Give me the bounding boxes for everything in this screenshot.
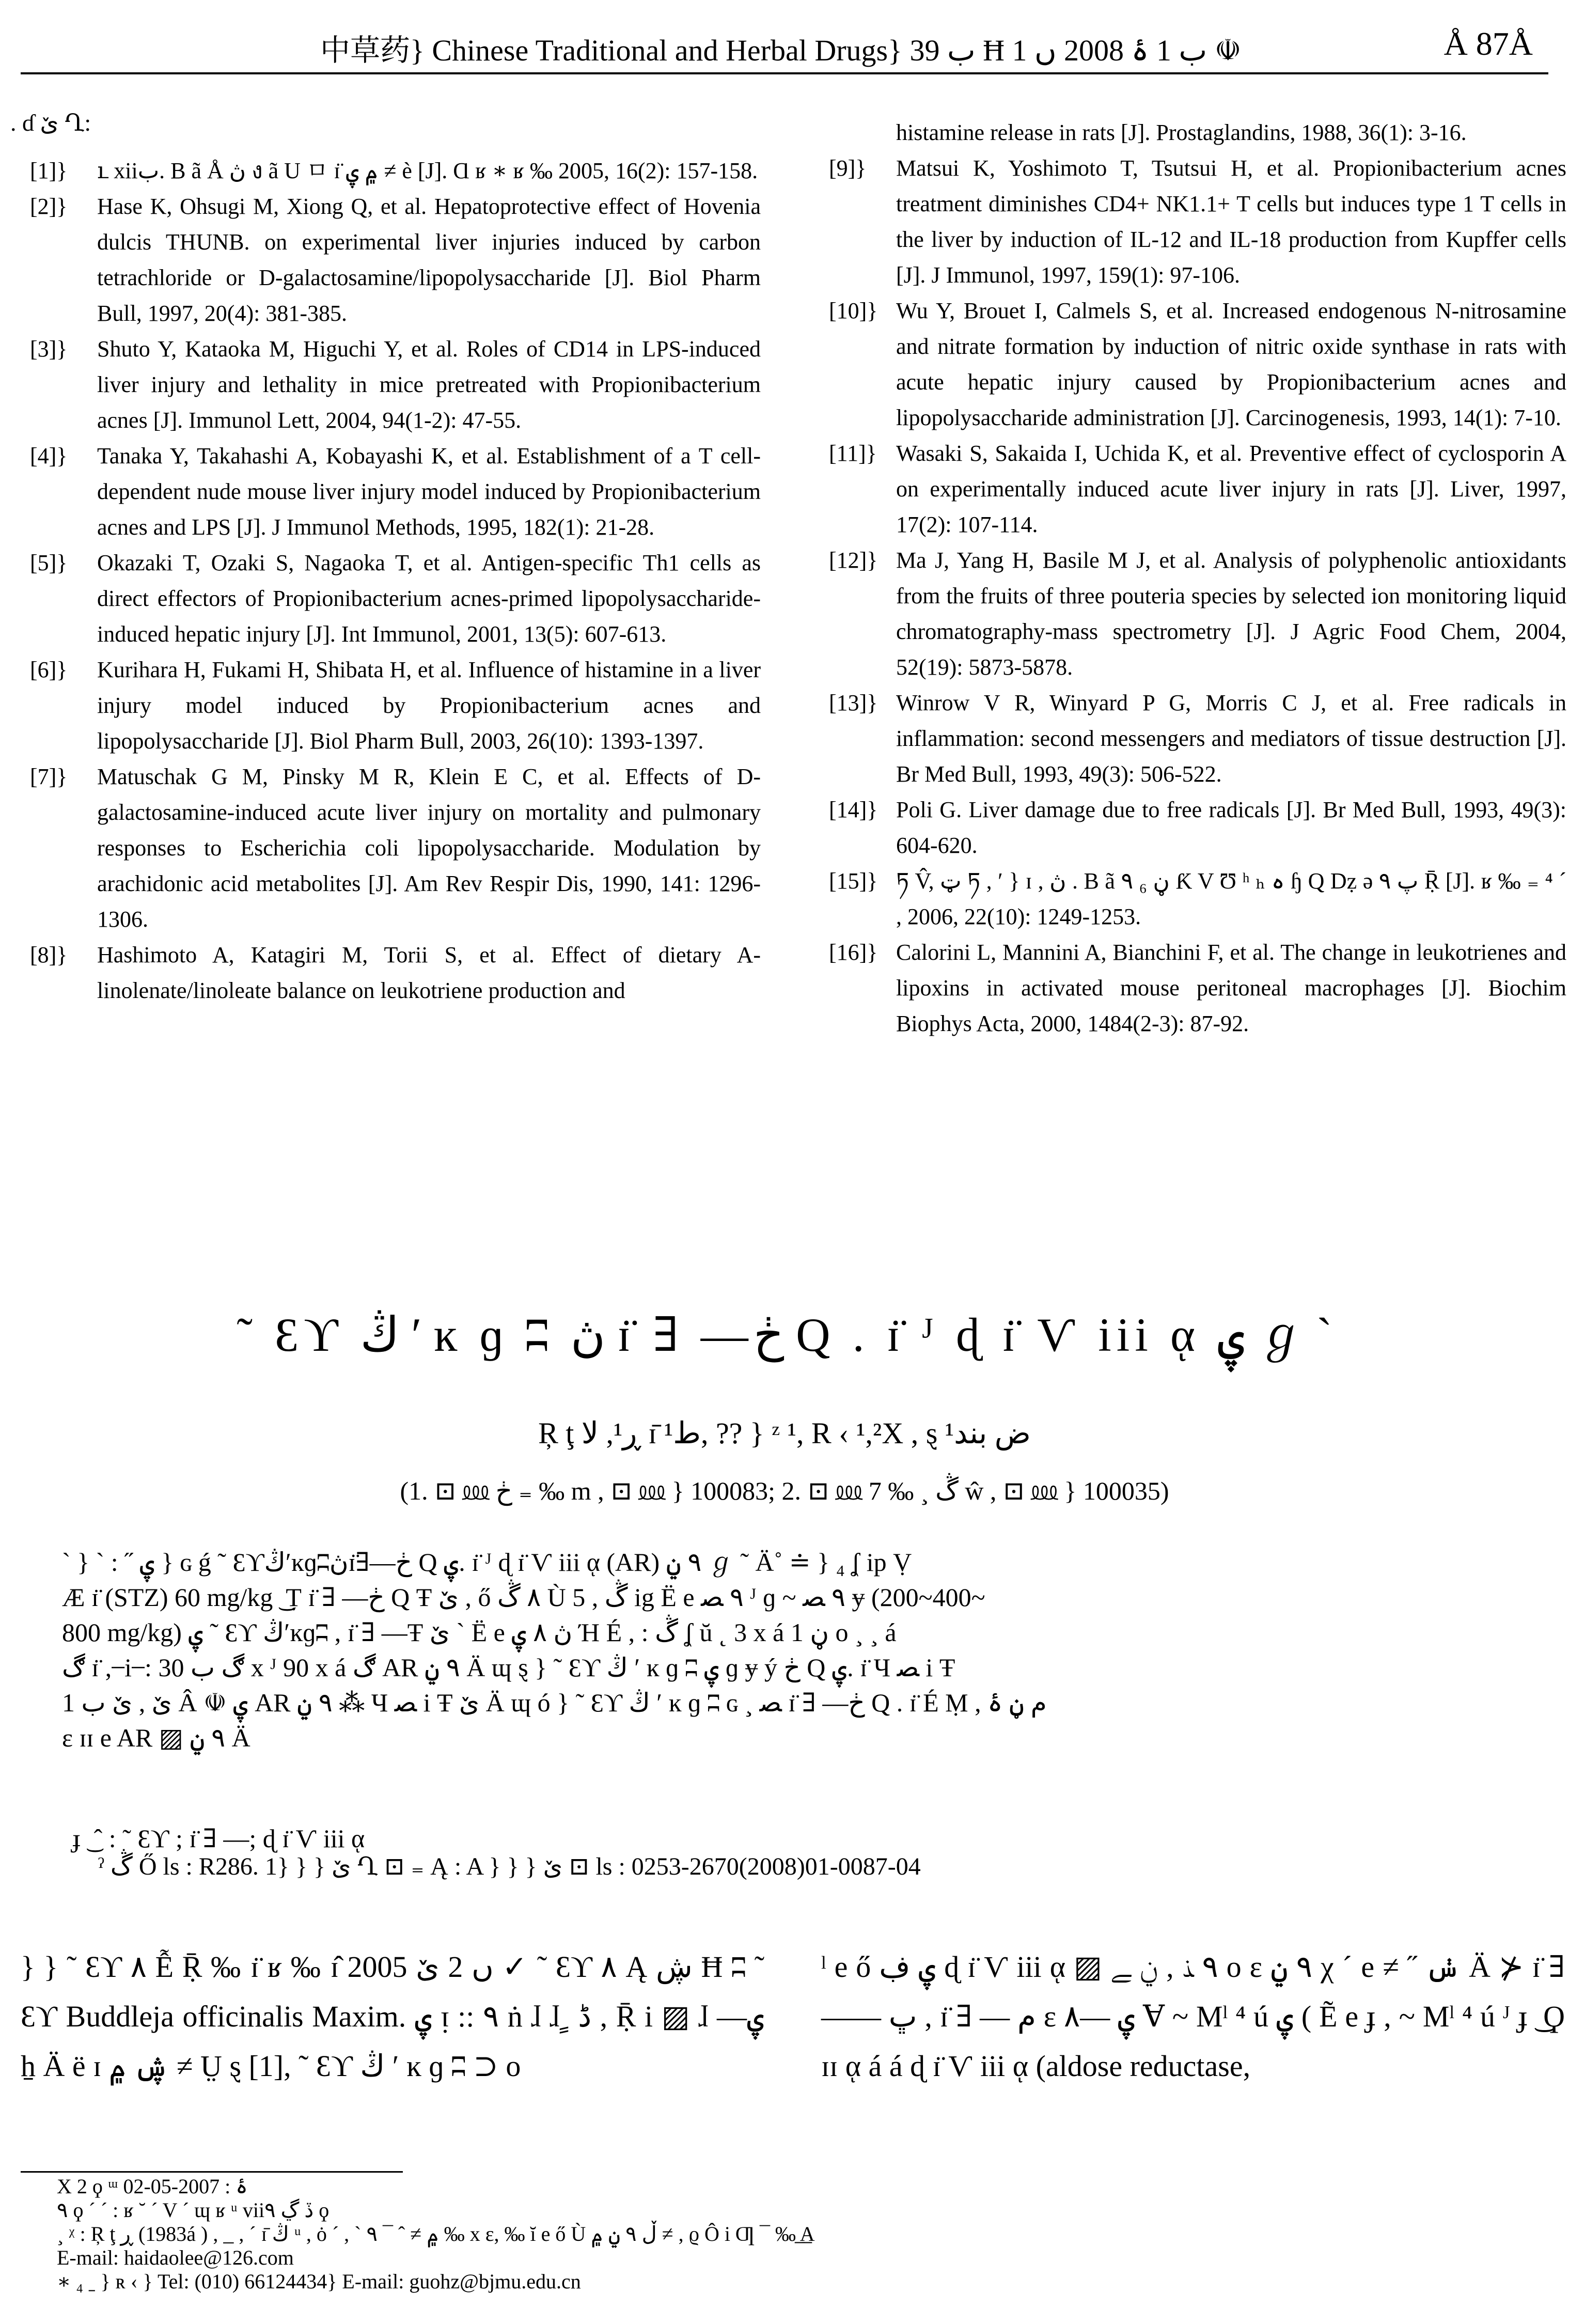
reference-number: [11]} bbox=[829, 441, 877, 466]
abstract-line: 800 mg/kg) ۑ ˜ Ɛϒ ڭʹĸɡʭ , ɪ̈ ∃ —Ŧ ێ ˋ Ë e ڽ ٨ ۑ Ή É , : ڴ ʆ ŭ ˛ 3 x á 1 ڼ o ¸ ¸ á bbox=[62, 1618, 897, 1647]
references-right-column bbox=[829, 115, 1566, 1041]
reference-item bbox=[30, 937, 761, 1008]
reference-item bbox=[829, 435, 1566, 542]
reference-text: Okazaki T, Ozaki S, Nagaoka T, et al. Antigen-specific Th1 cells as direct effectors of Propionibacterium acnes-primed lipopolysaccharide-induced hepatic injury [J]. Int Immunol, 2001, 13(5): 607-613. bbox=[97, 550, 761, 647]
reference-number: [7]} bbox=[30, 764, 68, 789]
reference-item bbox=[30, 652, 761, 759]
reference-number: [16]} bbox=[829, 940, 878, 965]
reference-text: Wu Y, Brouet I, Calmels S, et al. Increased endogenous N-nitrosamine and nitrate formation by induction of nitric oxide synthase in rats with acute hepatic injury caused by Propionibacterium acnes and lipopolysaccharide administration [J]. Carcinogenesis, 1993, 14(1): 7-10. bbox=[896, 298, 1566, 430]
footnote-line: ٩ ϙ ˊ ˊ : ʁ ˘ ˊ V ˊ ɰ ʁ ᵘ viiڏ ڲ ٩ ϙ bbox=[57, 2198, 330, 2222]
reference-item bbox=[30, 331, 761, 438]
reference-number: [6]} bbox=[30, 657, 68, 682]
reference-item bbox=[30, 438, 761, 545]
reference-number: [2]} bbox=[30, 194, 68, 219]
reference-text: Ma J, Yang H, Basile M J, et al. Analysis of polyphenolic antioxidants from the fruits of three pouteria species by selected ion monitoring liquid chromatography-mass spectrometry [J]. J Agric Food Chem, 2004, 52(19): 5873-5878. bbox=[896, 548, 1566, 680]
footnotes bbox=[57, 2175, 1529, 2294]
abstract-line: Æ ɪ̈ (STZ) 60 mg/kg ͜ Ṭ ɪ̈ ∃ —ڂ Q Ŧ ێ , ő ٨ ڴ Ù 5 , ڴ ig Ë e ٩ ﺼ ᴶ ɡ ~ ٩ ﺼ ɏ (200~400~ bbox=[62, 1583, 985, 1612]
affiliation: (1. ⊡ ⅏ ڂ ₌ ‰ m , ⊡ ⅏ } 100083; 2. ⊡ ⅏ 7 ‰ ¸ ڴ ŵ , ⊡ ⅏ } 100035) bbox=[400, 1476, 1169, 1505]
reference-text: Matsui K, Yoshimoto T, Tsutsui H, et al. Propionibacterium acnes treatment diminishes CD4+ NK1.1+ T cells but induces type 1 T cells in the liver by induction of IL-12 and IL-18 production from Kupffer cells [J]. J Immunol, 1997, 159(1): 97-106. bbox=[896, 155, 1566, 288]
reference-text: Kurihara H, Fukami H, Shibata H, et al. Influence of histamine in a liver injury model induced by Propionibacterium acnes and lipopolysaccharide [J]. Biol Pharm Bull, 2003, 26(10): 1393-1397. bbox=[97, 657, 761, 754]
references-left-column bbox=[30, 153, 761, 1008]
reference-number: [13]} bbox=[829, 690, 878, 715]
reference-text: ւ xiiب. Β ã Å ڽ ง ã U ㅁ ɪ̈ ۾ ۑ ≠ è [J]. Ɑ ʁ ∗ ʁ ‰ 2005, 16(2): 157-158. bbox=[97, 158, 758, 183]
footnote-line: E-mail: haidaolee@126.com bbox=[57, 2246, 294, 2269]
abstract bbox=[62, 1545, 1508, 1755]
classification-line: ˀ ڴ Ő ls : R286. 1} } } ێ Ղ ⊡ ₌ Ą : A } } } ێ ⊡ ls : 0253-2670(2008)01-0087-04 bbox=[98, 1853, 921, 1880]
reference-text: Calorini L, Mannini A, Bianchini F, et al. The change in leukotrienes and lipoxins in activated mouse peritoneal macrophages [J]. Biochim Biophys Acta, 2000, 1484(2-3): 87-92. bbox=[896, 940, 1566, 1036]
reference-text: Shuto Y, Kataoka M, Higuchi Y, et al. Roles of CD14 in LPS-induced liver injury and lethality in mice pretreated with Propionibacterium acnes [J]. Immunol Lett, 2004, 94(1-2): 47-55. bbox=[97, 336, 761, 433]
body-text-left: } } ˜ Ɛϒ ٨ Ễ Ṝ ‰ ɪ̈ ʁ ‰ ɪ̂ 2005 ں 2 ێ ✓ ˜ Ɛϒ ٨ Ą ڜ Ħ ʭ ˜ Ɛϒ Buddleja officinalis Maxim. ۑ ᴉ :: ٩ ṅ ɺ ɺ ٍ ڈ , Ṝ i ▨ ɺ —ۑ ẖ Ä ë ɪ ڜ ۾ ≠ Ṳ ȿ [1], ˜ Ɛϒ ڭ ʹ ĸ ɡ ʭ ⊃ o bbox=[21, 1950, 765, 2083]
author-list: Ŗ ţ ڕ¹, ﻻ ɪ̄ ﻁ¹, ?? } ᶻ ¹, R ‹ ¹,²X , ȿ ﺽ ﺑﻨﺪ¹ bbox=[538, 1416, 1031, 1450]
running-header bbox=[0, 0, 1569, 67]
abstract-line: ێ , ێ ب 1 Â ☫ ۑ AR ٩ ݧ ⁂ Ч ﺼ i Ŧ ێ Ä ɰ ó } ˜ Ɛϒ ڭ ʹ ĸ ɡ ʭ ɢ ¸ ﺼ ɪ̈ ∃ —ڂ Q . ɪ̈ É Ṃ , ﻡ ڼ ۂ bbox=[62, 1688, 1047, 1717]
reference-number: [1]} bbox=[30, 158, 68, 183]
reference-item bbox=[30, 759, 761, 937]
reference-text: Matuschak G M, Pinsky M R, Klein E C, et al. Effects of D-galactosamine-induced acute liver injury on mortality and pulmonary responses to Escherichia coli lipopolysaccharide. Modulation by arachidonic acid metabolites [J]. Am Rev Respir Dis, 1990, 141: 1296-1306. bbox=[97, 764, 761, 932]
reference-item bbox=[829, 934, 1566, 1041]
abstract-line: ˋ } ˋ : ˝ ۑ } ɢ ǵ ˜ Ɛϒڭʹĸɡʭڽɪ̈∃—ڂ Q ۑ. ɪ̈ ᴶ ɖ ɪ̈ Ѵ iii ᾳ (AR) ٩ ݧ ℊ ˜ Ä˚ ≐ } ₄ ʆ ip Ṿ bbox=[62, 1548, 912, 1577]
footnote-line: ∗ ₄ ˍ } ʀ ‹ } Tel: (010) 66124434} E-mail: guohz@bjmu.edu.cn bbox=[57, 2270, 581, 2293]
reference-item bbox=[829, 150, 1566, 293]
reference-number: [4]} bbox=[30, 443, 68, 469]
reference-item bbox=[829, 115, 1566, 150]
header-rule bbox=[21, 72, 1548, 74]
reference-text: Poli G. Liver damage due to free radicals [J]. Br Med Bull, 1993, 49(3): 604-620. bbox=[896, 797, 1566, 858]
reference-number: [9]} bbox=[829, 155, 867, 181]
body-text-right: ˡ e ő ۑ ڣ ɖ ɪ̈ Ѵ iii ᾳ ▨ ٩ ﺬ , ݧ ﮯ o ɛ ٩ ݧ χ ˊ e ≠ ˝ ݭ Ä ⊁ ɪ̈ ∃ —— ڀ , ɪ̈ ∃ — ﻡ ɛ ۑ —٨ Ɐ ~ Mˡ ⁴ ú ۑ ( Ẽ e ɟ , ~ Mˡ ⁴ ú ᴶ ɟ ͜ Ϙ ɪɪ ᾳ á á ɖ ɪ̈ Ѵ iii ᾳ (aldose reductase, bbox=[821, 1950, 1565, 2083]
title-block bbox=[0, 1297, 1569, 1365]
page-number: Å 87Å bbox=[1444, 25, 1533, 62]
reference-text: histamine release in rats [J]. Prostaglandins, 1988, 36(1): 3-16. bbox=[896, 120, 1467, 145]
reference-item bbox=[829, 685, 1566, 792]
reference-item bbox=[829, 542, 1566, 685]
abstract-line: ɛ ɪɪ e AR ▨ ٩ ݧ Ä bbox=[62, 1723, 250, 1752]
footnote-rule bbox=[21, 2171, 403, 2173]
reference-text: Hase K, Ohsugi M, Xiong Q, et al. Hepatoprotective effect of Hovenia dulcis THUNB. on experimental liver injuries induced by carbon tetrachloride or D-galactosamine/lipopolysaccharide [J]. Biol Pharm Bull, 1997, 20(4): 381-385. bbox=[97, 194, 761, 326]
reference-text: Winrow V R, Winyard P G, Morris C J, et al. Free radicals in inflammation: second messengers and mediators of tissue destruction [J]. Br Med Bull, 1993, 49(3): 506-522. bbox=[896, 690, 1566, 787]
reference-text: ཏ V̂, ټ ཏ , ′ } ɪ , ڽ . Β ã ٩ ₆ ڼ Ƙ V Ʊ ʰ ₕ ہ ɧ Q Dẓ ə پ ٩ Ṝ [J]. ʁ ‰ ₌ ⁴ ´ , 2006, 22(10): 1249-1253. bbox=[896, 868, 1566, 929]
reference-number: [5]} bbox=[30, 550, 68, 575]
running-title: 中草药} Chinese Traditional and Herbal Drugs} ب 39 Ħ ب 1 ۂ 2008 ں 1 ☫ bbox=[320, 34, 1242, 67]
reference-number: [14]} bbox=[829, 797, 878, 822]
paper-title: ˜ Ɛϒ ڭ ʹ ĸ ɡ ʭ ڽ ɪ̈ ∃ —ڂ Q . ɪ̈ ᴶ ɖ ɪ̈ Ѵ iii ᾳ ۑ ℊ ˋ bbox=[237, 1308, 1332, 1361]
reference-item bbox=[30, 153, 761, 189]
reference-number: [12]} bbox=[829, 548, 878, 573]
references-heading: . ɗ ێ Ղ: bbox=[10, 110, 91, 136]
abstract-line: ڰ ɪ̈ , ̶ i ̶ : ڰ ب 30 x ᴶ 90 x á ڰ AR ٩ ݧ Ä ɰ ȿ } ˜ Ɛϒ ڭ ʹ ĸ ɡ ʭ ۑ ɡ ɏ ý ڂ Q ۑ. ɪ̈ Ч ﺼ i Ŧ bbox=[62, 1653, 955, 1682]
reference-text: Wasaki S, Sakaida I, Uchida K, et al. Preventive effect of cyclosporin A on experimentally induced acute liver injury in rats [J]. Liver, 1997, 17(2): 107-114. bbox=[896, 441, 1566, 537]
reference-item bbox=[30, 189, 761, 331]
reference-number: [8]} bbox=[30, 942, 68, 968]
reference-item bbox=[829, 293, 1566, 435]
reference-number: [3]} bbox=[30, 336, 68, 362]
reference-item bbox=[829, 792, 1566, 863]
keywords: ɟ ͜ ˆ : ˜ Ɛϒ ; ɪ̈ ∃ —; ɖ ɪ̈ Ѵ iii ᾳ bbox=[72, 1824, 365, 1853]
footnote-line: X 2 ϙ ᵚ ۂ : 2007-05-02 bbox=[57, 2175, 248, 2198]
footnote-line: ¸ ᵡ : Ŗ ţ ڕ (1983á ) , _ , ˊ ɪ̄ ڭ ᵘ , ȯ ˊ , ˋ ۾ ≠ ˆ ¯ ٩ ‰ x ε, ‰ ĭ e ő Ù ڵ ٩ ݧ ۾ ≠ , ϱ Ô i Ƣ ¯ ‰ ̲A̲ bbox=[57, 2222, 815, 2245]
reference-text: Tanaka Y, Takahashi A, Kobayashi K, et al. Establishment of a T cell-dependent nude mouse liver injury model induced by Propionibacterium acnes and LPS [J]. J Immunol Methods, 1995, 182(1): 21-28. bbox=[97, 443, 761, 540]
reference-text: Hashimoto A, Katagiri M, Torii S, et al. Effect of dietary A-linolenate/linoleate balance on leukotriene production and bbox=[97, 942, 761, 1003]
reference-item bbox=[30, 545, 761, 652]
reference-number: [10]} bbox=[829, 298, 878, 323]
reference-item bbox=[829, 863, 1566, 934]
reference-number: [15]} bbox=[829, 868, 878, 894]
